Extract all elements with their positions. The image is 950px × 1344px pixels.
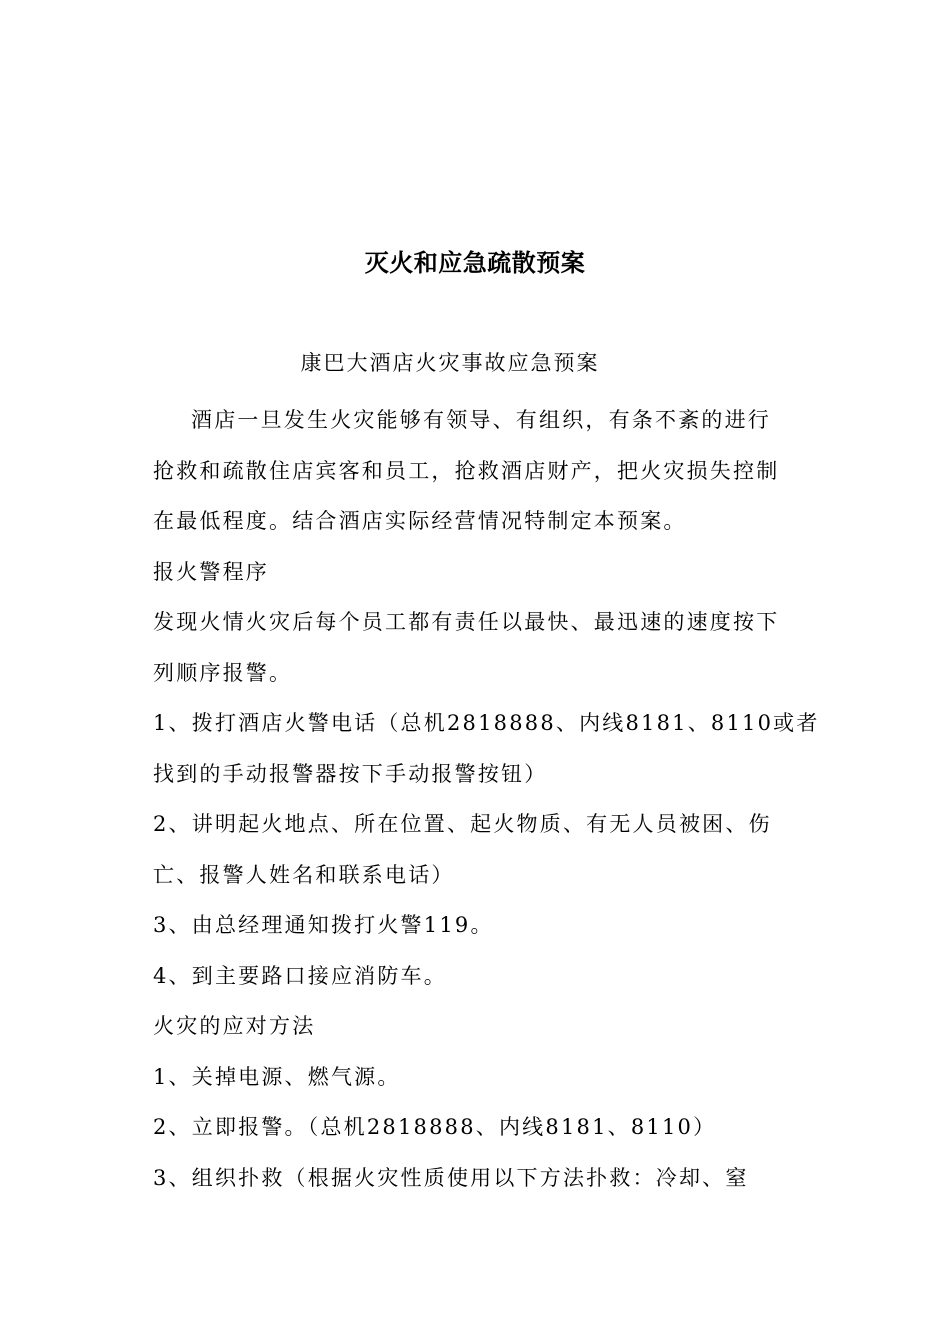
list-item: 2、讲明起火地点、所在位置、起火物质、有无人员被困、伤 <box>153 812 772 836</box>
list-item-continuation: 找到的手动报警器按下手动报警按钮） <box>153 761 548 786</box>
list-item: 2、立即报警。（总机2818888、内线8181、8110） <box>153 1115 717 1139</box>
list-item: 1、拨打酒店火警电话（总机2818888、内线8181、8110或者 <box>153 711 820 735</box>
list-item: 4、到主要路口接应消防车。 <box>153 963 447 988</box>
list-item: 3、组织扑救（根据火灾性质使用以下方法扑救：冷却、窒 <box>153 1165 749 1190</box>
list-item: 1、关掉电源、燃气源。 <box>153 1064 401 1089</box>
paragraph-line: 发现火情火灾后每个员工都有责任以最快、最迅速的速度按下 <box>153 610 780 634</box>
list-item-continuation: 亡、报警人姓名和联系电话） <box>153 862 455 887</box>
paragraph-line: 抢救和疏散住店宾客和员工，抢救酒店财产，把火灾损失控制 <box>153 458 780 483</box>
paragraph-line: 在最低程度。结合酒店实际经营情况特制定本预案。 <box>153 509 687 533</box>
paragraph-line: 酒店一旦发生火灾能够有领导、有组织，有条不紊的进行 <box>191 408 771 432</box>
section-heading: 报火警程序 <box>153 559 269 584</box>
paragraph-line: 列顺序报警。 <box>153 660 293 685</box>
document-title: 灭火和应急疏散预案 <box>364 249 586 277</box>
document-body <box>153 395 820 1203</box>
document-subtitle: 康巴大酒店火灾事故应急预案 <box>300 351 600 375</box>
list-item: 3、由总经理通知拨打火警119。 <box>153 913 494 937</box>
section-heading: 火灾的应对方法 <box>153 1014 316 1038</box>
